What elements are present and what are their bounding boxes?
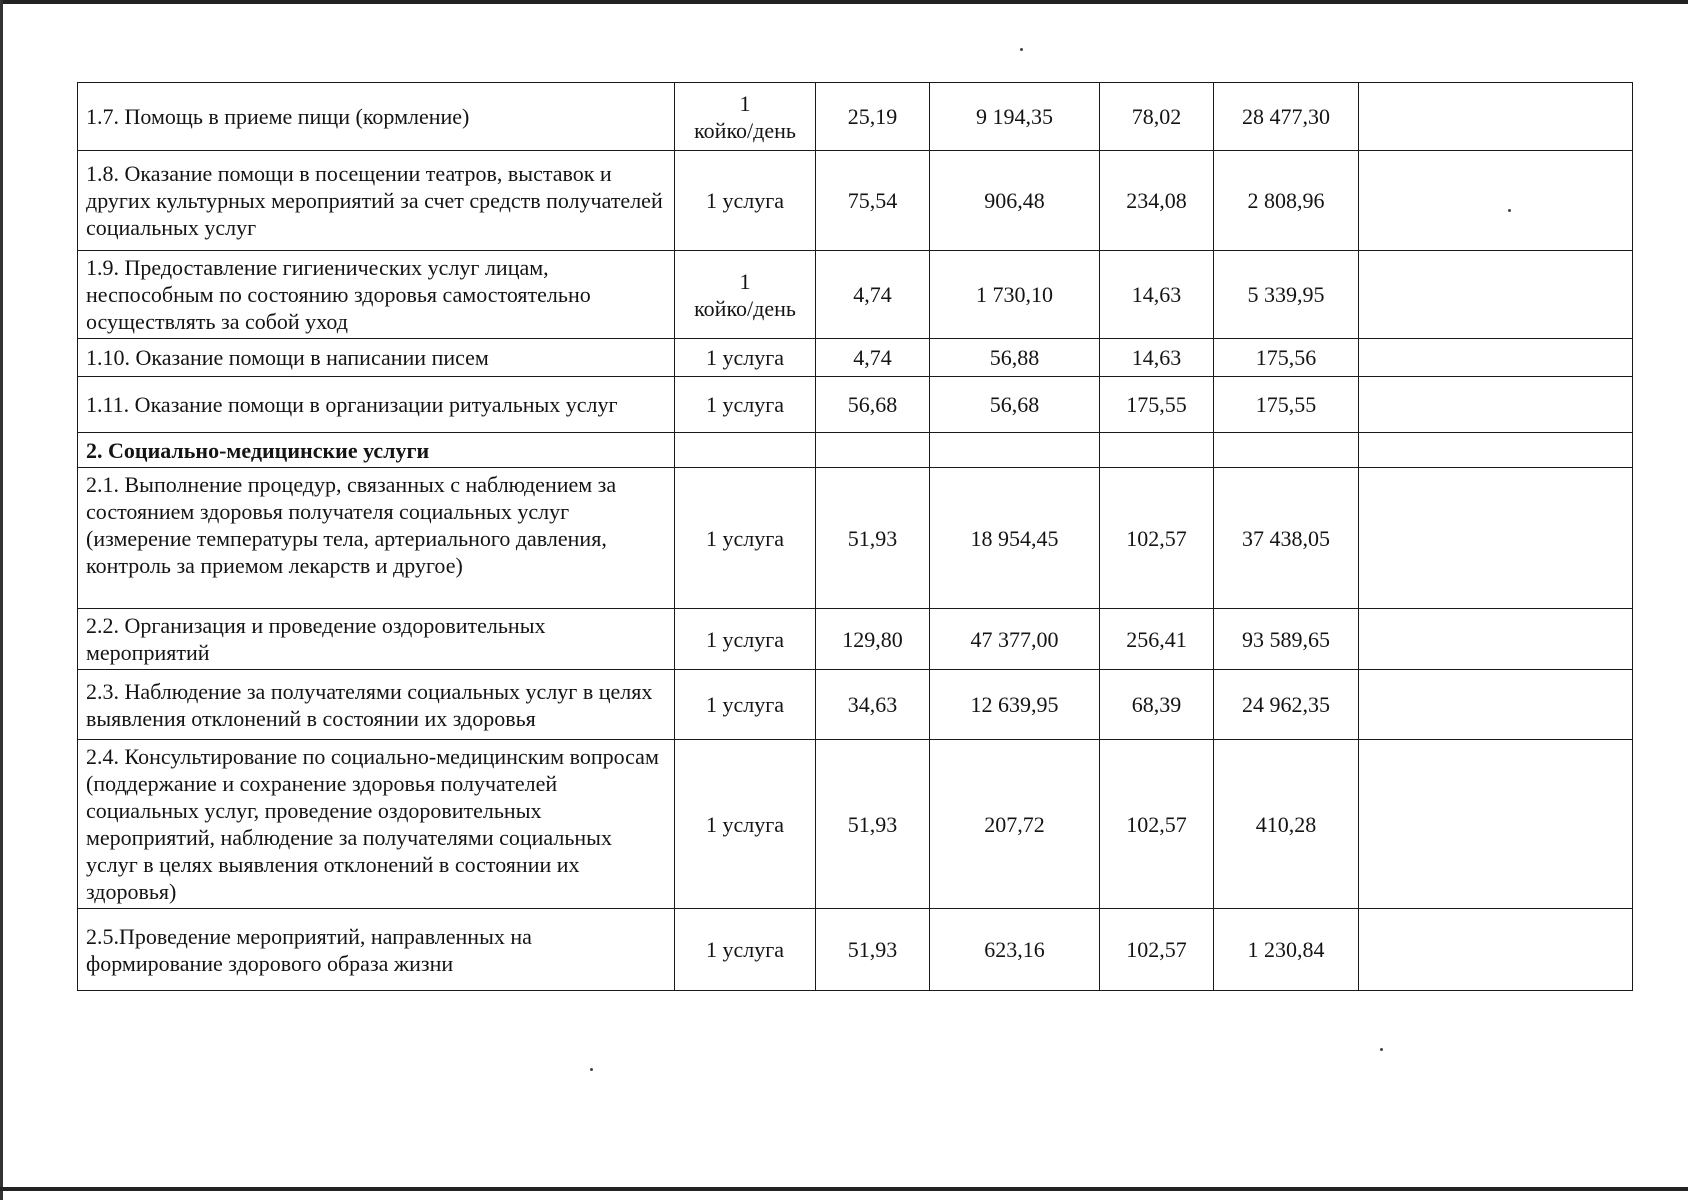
value-cell: 47 377,00	[930, 609, 1100, 670]
service-name-cell: 1.10. Оказание помощи в написании писем	[78, 339, 675, 377]
note-cell	[1359, 377, 1633, 433]
services-tariff-table	[77, 82, 1633, 991]
table-row	[78, 468, 1633, 609]
service-name-cell: 2.5.Проведение мероприятий, направленных на формирование здорового образа жизни	[78, 909, 675, 991]
service-name-cell: 2.4. Консультирование по социально-медицинским вопросам (поддержание и сохранение здоровья получателей социальных услуг, проведение оздоровительных мероприятий, наблюдение за получателями социальных услуг в целях выявления отклонений в состоянии их здоровья)	[78, 740, 675, 909]
value-cell: 75,54	[816, 151, 930, 251]
table-row	[78, 909, 1633, 991]
value-cell: 14,63	[1100, 339, 1214, 377]
value-cell: 25,19	[816, 83, 930, 151]
note-cell	[1359, 909, 1633, 991]
value-cell	[930, 433, 1100, 468]
note-cell	[1359, 251, 1633, 339]
service-name-cell: 1.7. Помощь в приеме пищи (кормление)	[78, 83, 675, 151]
scan-speck	[1380, 1048, 1383, 1051]
value-cell: 2 808,96	[1214, 151, 1359, 251]
note-cell	[1359, 151, 1633, 251]
value-cell: 37 438,05	[1214, 468, 1359, 609]
value-cell: 4,74	[816, 251, 930, 339]
scan-speck	[1020, 48, 1023, 51]
unit-cell: 1 услуга	[675, 339, 816, 377]
unit-cell: 1 услуга	[675, 670, 816, 740]
unit-cell: 1 услуга	[675, 468, 816, 609]
value-cell: 5 339,95	[1214, 251, 1359, 339]
value-cell: 93 589,65	[1214, 609, 1359, 670]
note-cell	[1359, 468, 1633, 609]
value-cell: 9 194,35	[930, 83, 1100, 151]
table-row	[78, 740, 1633, 909]
table-row	[78, 670, 1633, 740]
value-cell: 256,41	[1100, 609, 1214, 670]
service-name-cell: 1.9. Предоставление гигиенических услуг лицам, неспособным по состоянию здоровья самостоятельно осуществлять за собой уход	[78, 251, 675, 339]
value-cell: 175,55	[1100, 377, 1214, 433]
value-cell: 623,16	[930, 909, 1100, 991]
value-cell: 12 639,95	[930, 670, 1100, 740]
value-cell: 102,57	[1100, 909, 1214, 991]
value-cell: 175,56	[1214, 339, 1359, 377]
service-name-cell: 2.3. Наблюдение за получателями социальных услуг в целях выявления отклонений в состоянии их здоровья	[78, 670, 675, 740]
table-row	[78, 609, 1633, 670]
value-cell	[1100, 433, 1214, 468]
value-cell: 78,02	[1100, 83, 1214, 151]
unit-cell: 1 услуга	[675, 377, 816, 433]
note-cell	[1359, 609, 1633, 670]
unit-cell: 1 услуга	[675, 609, 816, 670]
scan-speck	[590, 1068, 593, 1071]
scan-speck	[1508, 209, 1511, 212]
note-cell	[1359, 339, 1633, 377]
unit-cell: 1 койко/день	[675, 251, 816, 339]
value-cell: 68,39	[1100, 670, 1214, 740]
value-cell: 102,57	[1100, 740, 1214, 909]
value-cell: 51,93	[816, 740, 930, 909]
value-cell	[1214, 433, 1359, 468]
note-cell	[1359, 83, 1633, 151]
value-cell: 56,68	[930, 377, 1100, 433]
table-row	[78, 83, 1633, 151]
table-row	[78, 251, 1633, 339]
table-row	[78, 377, 1633, 433]
value-cell: 18 954,45	[930, 468, 1100, 609]
section-header-row	[78, 433, 1633, 468]
value-cell: 102,57	[1100, 468, 1214, 609]
service-name-cell: 1.8. Оказание помощи в посещении театров, выставок и других культурных мероприятий за счет средств получателей социальных услуг	[78, 151, 675, 251]
unit-cell: 1 услуга	[675, 151, 816, 251]
note-cell	[1359, 670, 1633, 740]
value-cell: 410,28	[1214, 740, 1359, 909]
service-name-cell: 2.2. Организация и проведение оздоровительных мероприятий	[78, 609, 675, 670]
note-cell	[1359, 740, 1633, 909]
value-cell	[816, 433, 930, 468]
value-cell: 1 730,10	[930, 251, 1100, 339]
scan-edge-bottom	[0, 1187, 1688, 1191]
value-cell: 207,72	[930, 740, 1100, 909]
value-cell: 34,63	[816, 670, 930, 740]
value-cell: 56,88	[930, 339, 1100, 377]
unit-cell	[675, 433, 816, 468]
value-cell: 234,08	[1100, 151, 1214, 251]
value-cell: 28 477,30	[1214, 83, 1359, 151]
unit-cell: 1 услуга	[675, 909, 816, 991]
value-cell: 56,68	[816, 377, 930, 433]
unit-cell: 1 услуга	[675, 740, 816, 909]
value-cell: 175,55	[1214, 377, 1359, 433]
value-cell: 24 962,35	[1214, 670, 1359, 740]
service-name-cell: 2.1. Выполнение процедур, связанных с наблюдением за состоянием здоровья получателя социальных услуг (измерение температуры тела, артериального давления, контроль за приемом лекарств и другое)	[78, 468, 675, 609]
scan-edge-left	[0, 0, 3, 1200]
value-cell: 4,74	[816, 339, 930, 377]
scan-edge-top	[0, 0, 1688, 4]
table-row	[78, 151, 1633, 251]
note-cell	[1359, 433, 1633, 468]
value-cell: 51,93	[816, 909, 930, 991]
service-name-cell: 1.11. Оказание помощи в организации ритуальных услуг	[78, 377, 675, 433]
unit-cell: 1 койко/день	[675, 83, 816, 151]
value-cell: 14,63	[1100, 251, 1214, 339]
value-cell: 129,80	[816, 609, 930, 670]
value-cell: 51,93	[816, 468, 930, 609]
section-title: 2. Социально-медицинские услуги	[78, 433, 675, 468]
value-cell: 1 230,84	[1214, 909, 1359, 991]
table-row	[78, 339, 1633, 377]
value-cell: 906,48	[930, 151, 1100, 251]
